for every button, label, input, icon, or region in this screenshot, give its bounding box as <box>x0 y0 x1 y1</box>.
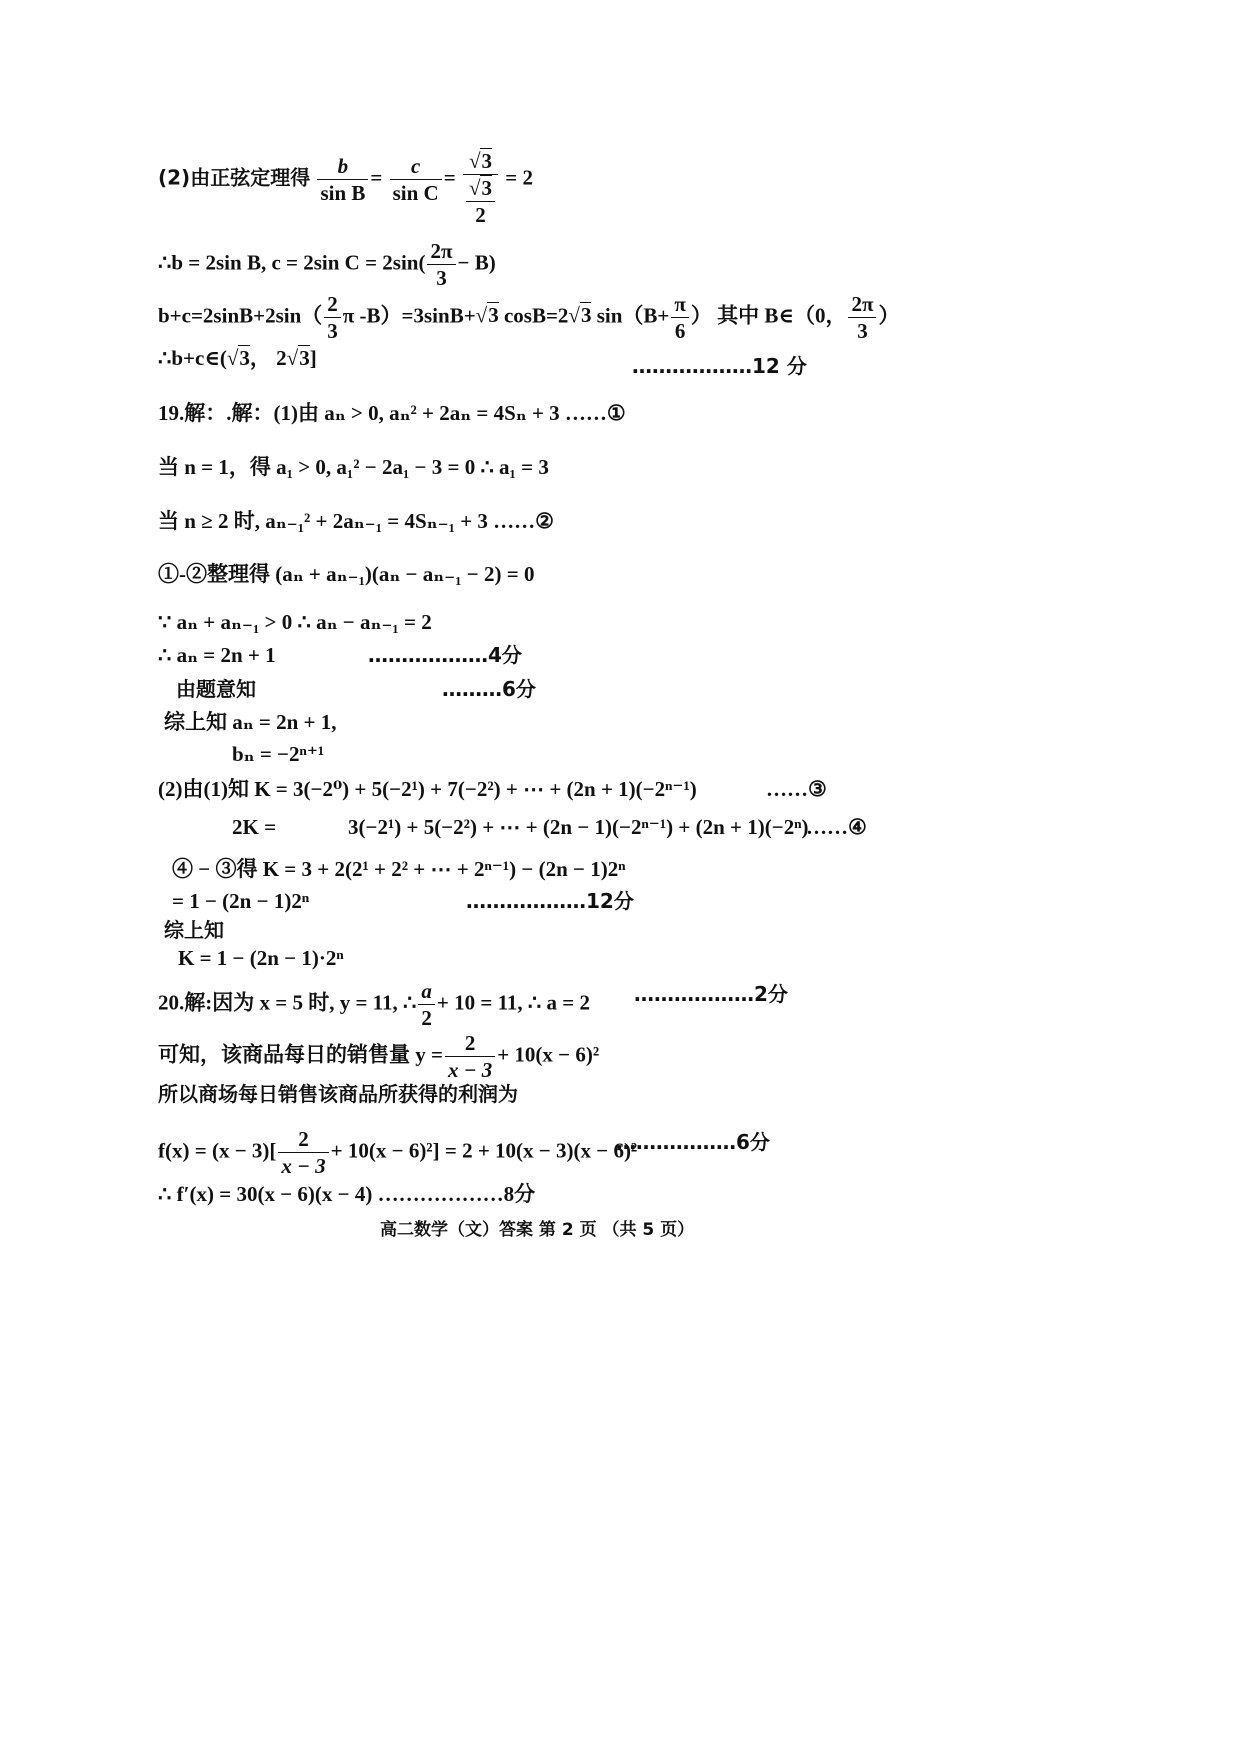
score-12-a: ………………12 分 <box>632 354 807 378</box>
radicand: 3 <box>481 176 492 200</box>
frac-num: 2 <box>278 1126 328 1153</box>
sine-law-value: = 2 <box>505 165 533 190</box>
b-plus-c-line: b+c=2sinB+2sin（ $\frac{2}{3}$ π -B）=3sinB+√3 cosB=2√3 sin（B+ $\frac{\pi}{6}$ ） 其中 B∈（0， $\frac{2\pi}{3}$ ） <box>158 292 900 343</box>
score-12-b: ………………12分 <box>466 889 634 913</box>
fraction-2-over-x-minus-3-b <box>278 1126 328 1179</box>
q20-line3: 所以商场每日销售该商品所获得的利润为 <box>158 1082 518 1106</box>
fraction-2pi-over-3-b <box>848 291 876 344</box>
frac-num: π <box>671 291 689 318</box>
bpc-part-d: sin（B+ <box>596 303 670 328</box>
range-head: ∴b+c∈( <box>158 346 227 370</box>
page-footer: 高二数学（文）答案 第 2 页 （共 5 页） <box>380 1220 695 1240</box>
q19-line15: K = 1 − (2n − 1)·2ⁿ <box>178 946 344 970</box>
frac-den <box>463 175 498 228</box>
score-6-a: ………6分 <box>442 677 536 701</box>
frac-den: x − 3 <box>281 1154 326 1178</box>
frac-den: 3 <box>857 319 868 343</box>
radicand: 3 <box>481 149 492 173</box>
marker-4: ……④ <box>806 815 867 839</box>
range-tail: ] <box>309 346 317 370</box>
q20-l4-tail: + 10(x − 6)²] = 2 + 10(x − 3)(x − 6)² <box>330 1138 638 1163</box>
q19-line3: 当 n ≥ 2 时, aₙ₋₁² + 2aₙ₋₁ = 4Sₙ₋₁ + 3 ……② <box>158 509 554 533</box>
score-6-b: ………………6分 <box>616 1130 770 1154</box>
q19-line7: 由题意知 <box>176 677 256 701</box>
frac-den: sin B <box>320 181 366 205</box>
q19-line1: 19.解：.解：(1)由 aₙ > 0, aₙ² + 2aₙ = 4Sₙ + 3 ……① <box>158 401 626 425</box>
frac-num: 2π <box>427 238 455 265</box>
q20-line1 <box>158 978 590 1031</box>
frac-num: √3 <box>466 175 495 202</box>
bc-expr-tail: − B) <box>457 250 496 275</box>
q20-l2-tail: + 10(x − 6)² <box>497 1042 600 1067</box>
fraction-2pi-over-3 <box>427 238 455 291</box>
q20-line4 <box>158 1126 637 1179</box>
score-4: ………………4分 <box>368 643 522 667</box>
bpc-part-a: b+c=2sinB+2sin（ <box>158 303 323 328</box>
q20-l2-head: 可知，该商品每日的销售量 y = <box>158 1042 443 1067</box>
bc-expr-head: ∴b = 2sin B, c = 2sin C = 2sin( <box>158 250 426 275</box>
frac-num: 2π <box>848 291 876 318</box>
frac-den: 2 <box>475 203 486 227</box>
frac-den: x − 3 <box>447 1058 493 1082</box>
radicand: 3 <box>488 303 499 328</box>
frac-num: 2 <box>445 1030 495 1057</box>
q20-line5: ∴ f′(x) = 30(x − 6)(x − 4) ………………8分 <box>158 1182 536 1206</box>
q19-line8: 综上知 aₙ = 2n + 1, <box>164 710 337 734</box>
frac-num: b <box>317 153 368 180</box>
q20-l1-tail: + 10 = 11, ∴ a = 2 <box>436 990 590 1015</box>
frac-num: √3 <box>463 148 498 175</box>
b-c-expression-line <box>158 238 496 291</box>
bpc-part-e: ） 其中 B∈（0， <box>690 303 847 328</box>
q19-line4: ①-②整理得 (aₙ + aₙ₋₁)(aₙ − aₙ₋₁ − 2) = 0 <box>158 562 535 586</box>
q20-l4-head: f(x) = (x − 3)[ <box>158 1138 277 1163</box>
fraction-b-over-sinB <box>317 153 368 206</box>
score-2: ………………2分 <box>634 982 788 1006</box>
frac-den: 2 <box>421 1006 432 1030</box>
frac-num: a <box>418 978 435 1005</box>
sine-law-prefix: (2)由正弦定理得 <box>158 165 311 190</box>
q20-l1-head: 20.解:因为 x = 5 时, y = 11, ∴ <box>158 990 417 1015</box>
marker-3: ……③ <box>766 777 827 801</box>
q19-line11b: 3(−2¹) + 5(−2²) + ⋯ + (2n − 1)(−2ⁿ⁻¹) + (2n + 1)(−2ⁿ) <box>348 815 809 839</box>
frac-den: 6 <box>674 319 686 343</box>
frac-num: c <box>390 153 442 180</box>
frac-num: 2 <box>324 291 341 318</box>
fraction-pi-over-6 <box>671 291 689 344</box>
fraction-c-over-sinC <box>390 153 442 206</box>
frac-den: 3 <box>327 319 338 343</box>
bpc-part-f: ） <box>878 303 900 328</box>
fraction-a-over-2 <box>418 978 435 1031</box>
range-line: ∴b+c∈(√3， 2√3] <box>158 346 317 370</box>
q19-line6: ∴ aₙ = 2n + 1 <box>158 643 276 667</box>
q19-line12: ④ − ③得 K = 3 + 2(2¹ + 2² + ⋯ + 2ⁿ⁻¹) − (2n − 1)2ⁿ <box>172 857 626 881</box>
radicand: 3 <box>580 303 592 328</box>
radicand: 3 <box>239 346 250 370</box>
coef: 2 <box>276 346 287 370</box>
fraction-2-over-x-minus-3 <box>445 1030 495 1083</box>
fraction-sqrt3-over-sqrt3-half <box>463 148 498 228</box>
q20-line2 <box>158 1030 599 1083</box>
fraction-2-over-3 <box>324 291 341 344</box>
radicand: 3 <box>299 346 310 370</box>
q19-line5: ∵ aₙ + aₙ₋₁ > 0 ∴ aₙ − aₙ₋₁ = 2 <box>158 610 432 634</box>
frac-den: 3 <box>436 266 447 290</box>
bpc-part-b: π -B）=3sinB+ <box>342 303 476 328</box>
q19-line13: = 1 − (2n − 1)2ⁿ <box>172 889 310 913</box>
sine-law-line: (2)由正弦定理得 $\frac{b}{\text{sin B}}$ = $\frac{c}{\text{sin C}}$ = $\frac{√3}{\frac{√3}{2}}$ = 2 <box>158 149 533 227</box>
q19-line10: (2)由(1)知 K = 3(−2⁰) + 5(−2¹) + 7(−2²) + ⋯ + (2n + 1)(−2ⁿ⁻¹) <box>158 777 697 801</box>
q19-line9: bₙ = −2ⁿ⁺¹ <box>232 742 325 766</box>
inner-fraction <box>466 175 495 228</box>
bpc-part-c: cosB=2 <box>503 303 569 328</box>
q19-line14: 综上知 <box>164 918 224 942</box>
frac-den: sin C <box>392 181 439 205</box>
q19-line11a: 2K = <box>232 815 277 839</box>
q19-line2: 当 n = 1，得 a₁ > 0, a₁² − 2a₁ − 3 = 0 ∴ a₁ = 3 <box>158 455 549 479</box>
